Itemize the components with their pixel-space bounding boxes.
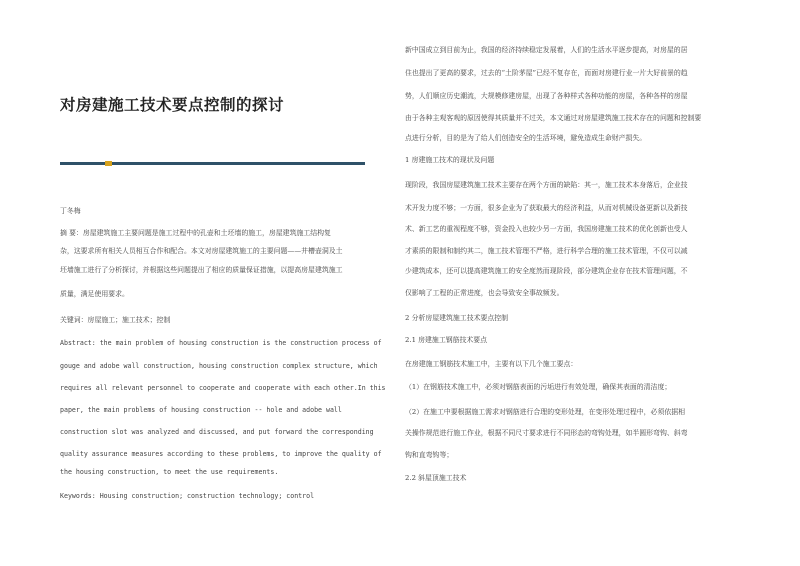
section-1-line-1: 现阶段，我国房屋建筑施工技术主要存在两个方面的缺陷：其一，施工技术本身落后，企业技 (405, 181, 688, 189)
author: 丁冬梅 (60, 207, 81, 215)
section-2-heading: 2 分析房屋建筑施工技术要点控制 (405, 314, 509, 322)
keywords-en: Keywords: Housing construction; construction technology; control (60, 492, 315, 500)
section-2-1-point-1: （1）在钢筋技术施工中，必须对钢筋表面的污垢进行有效处理，确保其表面的清洁度； (405, 383, 672, 391)
title-divider (60, 162, 365, 165)
section-2-1-heading: 2.1 房建施工钢筋技术要点 (405, 336, 488, 344)
abstract-cn-line-2: 杂，这要求所有相关人员相互合作和配合。本文对房屋建筑施工的主要问题——井槽壶洞及土 (60, 247, 343, 255)
intro-line-2: 住也提出了更高的要求，过去的“土阶茅屋”已经不复存在，而面对房建行业一片大好前景的趋 (405, 69, 688, 77)
section-2-1-point-2-line-3: 钩和直弯钩等； (405, 451, 454, 459)
abstract-en-line-4: paper, the main problems of housing construction -- hole and adobe wall (60, 406, 342, 414)
intro-line-4: 由于各种主观客观的原因使得其质量并不过关，本文通过对房屋建筑施工技术存在的问题和控制要 (405, 114, 702, 122)
section-1-line-5: 少建筑成本，还可以提高建筑施工的安全度然而现阶段，部分建筑企业存在技术管理问题，不 (405, 267, 688, 275)
abstract-en-line-6: quality assurance measures according to these problems, to improve the quality of (60, 450, 382, 458)
abstract-cn-line-3: 坯墙施工进行了分析探讨，并根据这些问题提出了相应的质量保证措施，以提高房屋建筑施工 (60, 266, 343, 274)
section-1-line-3: 术、新工艺的重视程度不够，资金投入也较少另一方面，我国房建施工技术的优化创新也受人 (405, 225, 688, 233)
abstract-cn-line-4: 质量，满足使用要求。 (60, 290, 129, 298)
divider-accent (105, 161, 112, 166)
section-2-1-intro: 在房建施工钢筋技术施工中，主要有以下几个施工要点： (405, 360, 578, 368)
section-1-line-4: 才素质的限制和制约其二，施工技术管理不严格，进行科学合理的施工技术管理，不仅可以减 (405, 247, 688, 255)
keywords-cn: 关键词：房屋施工；施工技术；控制 (60, 316, 171, 324)
abstract-en-line-5: construction slot was analyzed and discussed, and put forward the corresponding (60, 428, 374, 436)
section-1-line-2: 术开发力度不够；一方面，很多企业为了获取最大的经济利益，从而对机械设备更新以及新技 (405, 204, 688, 212)
intro-line-1: 新中国成立到目前为止，我国的经济持续稳定发展着，人们的生活水平逐步提高，对房屋的居 (405, 46, 688, 54)
intro-line-3: 势，人们顺应历史潮流，大规模修建房屋，出现了各种样式各种功能的房屋，各种各样的房屋 (405, 92, 688, 100)
abstract-cn-line-1: 摘 要：房屋建筑施工主要问题是施工过程中的孔壶和土坯墙的施工，房屋建筑施工结构复 (60, 229, 331, 237)
section-2-1-point-2-line-1: （2）在施工中要根据施工需求对钢筋进行合理的变形处理，在变形处理过程中，必须依据相 (405, 408, 686, 416)
paper-title: 对房建施工技术要点控制的探讨 (60, 96, 285, 114)
abstract-en-line-1: Abstract: the main problem of housing construction is the construction process of (60, 339, 382, 347)
section-1-line-6: 仅影响了工程的正常进度，也会导致安全事故频发。 (405, 289, 564, 297)
intro-line-5: 点进行分析，目的是为了给人们创造安全的生活环境，避免造成生命财产损失。 (405, 134, 647, 142)
abstract-en-line-2: gouge and adobe wall construction, housing construction complex structure, which (60, 362, 378, 370)
section-1-heading: 1 房建施工技术的现状及问题 (405, 156, 495, 164)
section-2-1-point-2-line-2: 关操作规范进行施工作业，根据不同尺寸要求进行不同形态的弯钩处理，如半圆形弯钩、斜弯 (405, 429, 688, 437)
section-2-2-heading: 2.2 斜屋顶施工技术 (405, 474, 467, 482)
abstract-en-line-3: requires all relevant personnel to cooperate and cooperate with each other.In this (60, 384, 386, 392)
abstract-en-line-7: the housing construction, to meet the use requirements. (60, 468, 279, 476)
